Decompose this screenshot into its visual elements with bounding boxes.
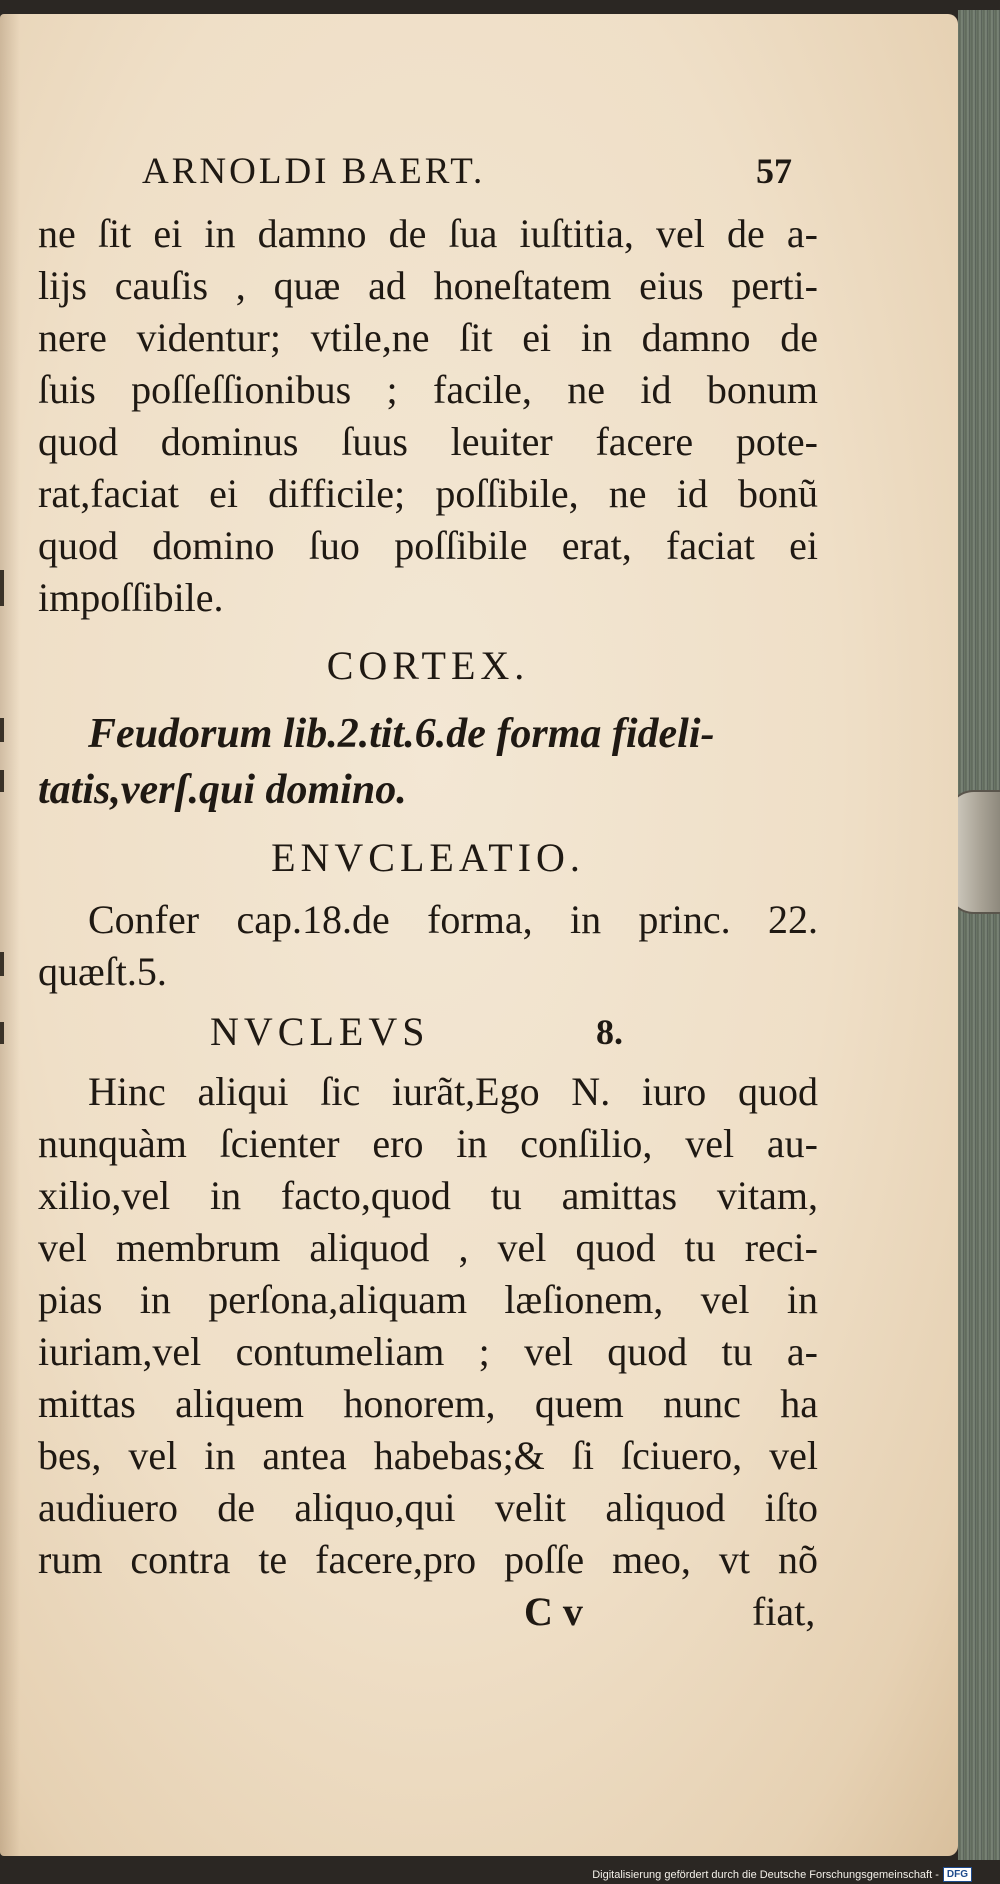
catchword: fiat, — [752, 1589, 816, 1634]
page-text — [38, 150, 818, 1638]
paragraph-1 — [38, 208, 818, 624]
nucleus-number: 8. — [596, 1012, 623, 1052]
text-line: audiuero de aliquo,qui velit aliquod iſto — [38, 1485, 818, 1530]
heading-cortex: CORTEX. — [326, 643, 530, 688]
text-line: nere videntur; vtile,ne ſit ei in damno de — [38, 315, 818, 360]
margin-mark — [0, 570, 4, 606]
digitization-credit — [592, 1867, 972, 1882]
citation-line: Feudorum lib.2.tit.6.de forma fideli- — [88, 711, 715, 757]
text-line: pias in perſona,aliquam læſionem, vel in — [38, 1277, 818, 1322]
cortex-citation — [38, 706, 818, 818]
heading-enucleatio: ENVCLEATIO. — [271, 835, 585, 880]
running-title: ARNOLDI BAERT. — [142, 151, 486, 192]
text-line: xilio,vel in facto,quod tu amittas vitam, — [38, 1173, 818, 1218]
text-line: quæſt.5. — [38, 949, 167, 994]
heading-nucleus — [38, 1006, 818, 1058]
margin-mark — [0, 1022, 4, 1044]
text-line: mittas aliquem honorem, quem nunc ha — [38, 1381, 818, 1426]
text-line: iuriam,vel contumeliam ; vel quod tu a- — [38, 1329, 818, 1374]
dfg-logo: DFG — [943, 1867, 972, 1882]
text-line: bes, vel in antea habebas;& ſi ſciuero, vel — [38, 1433, 818, 1478]
margin-mark — [0, 770, 4, 792]
text-line: Confer cap.18.de forma, in princ. 22. — [88, 897, 818, 942]
credit-text: Digitalisierung gefördert durch die Deutsche Forschungsgemeinschaft - — [592, 1868, 939, 1881]
page-number: 57 — [756, 151, 792, 191]
margin-mark — [0, 952, 4, 976]
text-line: impoſſibile. — [38, 575, 224, 620]
enucleatio-text — [38, 894, 818, 998]
running-head — [38, 150, 818, 208]
signature-mark: C v — [524, 1589, 583, 1634]
text-line: Hinc aliqui ſic iurãt,Ego N. iuro quod — [88, 1069, 818, 1114]
text-line: nunquàm ſcienter ero in conſilio, vel au- — [38, 1121, 818, 1166]
text-line: ne ſit ei in damno de ſua iuſtitia, vel de a- — [38, 211, 818, 256]
catchline — [38, 1586, 818, 1638]
book-edge — [958, 10, 1000, 1860]
text-line: vel membrum aliquod , vel quod tu reci- — [38, 1225, 818, 1270]
margin-mark — [0, 718, 4, 742]
text-line: ſuis poſſeſſionibus ; facile, ne id bonum — [38, 367, 818, 412]
text-line: rum contra te facere,pro poſſe meo, vt nõ — [38, 1537, 818, 1582]
text-line: quod dominus ſuus leuiter facere pote- — [38, 419, 818, 464]
text-line: rat,faciat ei difficile; poſſibile, ne id bonũ — [38, 471, 818, 516]
text-line: lijs cauſis , quæ ad honeſtatem eius perti- — [38, 263, 818, 308]
nucleus-label: NVCLEVS — [210, 1009, 430, 1054]
citation-line: tatis,verſ.qui domino. — [38, 767, 407, 813]
text-line: quod domino ſuo poſſibile erat, faciat ei — [38, 523, 818, 568]
paragraph-2 — [38, 1066, 818, 1586]
book-page — [0, 14, 958, 1856]
